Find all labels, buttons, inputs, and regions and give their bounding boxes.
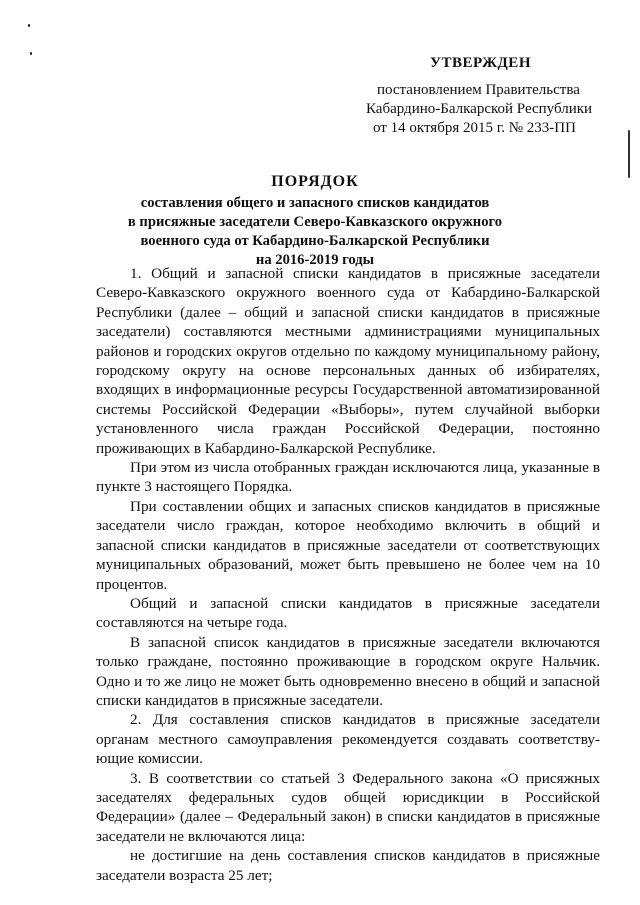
paragraph: 1. Общий и запасной списки кандидатов в присяжные заседатели Северо-Кавказского окружного военного суда от Кабардино-Балкарской Республики (далее – общий и запасной списки кандидатов в присяжные заседатели) составляются местными администрациями муниципальных районов и городских округов отдельно по каждому муниципальному району, городскому округу на основе персональных данных об избирателях, входящих в информационные ресурсы Государственной автоматизированной системы Российской Федерации «Выборы», путем случайной выборки установленного числа граждан Российской Федерации, постоянно проживающих в Кабардино-Балкарской Республике. (96, 265, 600, 457)
paragraph: не достигшие на день составления списков кандидатов в присяжные заседатели возраста 25 лет; (96, 847, 600, 884)
document-title (95, 172, 535, 270)
approval-line: Кабардино-Балкарской Республики (366, 101, 593, 117)
document-body (96, 264, 600, 885)
paragraph: При этом из числа отобранных граждан исключаются лица, указанные в пункте 3 настоящего Порядка. (96, 459, 600, 496)
paragraph: В запасной список кандидатов в присяжные заседатели включаются только граждане, постоянно проживающие в городском округе Нальчик. Одно и то же лицо не может быть одновременно внесено в общий и запасной списки кандидатов в присяжные заседатели. (96, 633, 600, 709)
title-line: на 2016-2019 годы (255, 252, 375, 268)
title-line: в присяжные заседатели Северо-Кавказского окружного (127, 214, 503, 230)
paragraph: 2. Для составления списков кандидатов в присяжные заседатели органам местного самоуправления рекомендуется создавать соответству-ющие комиссии. (96, 711, 600, 768)
scan-edge-mark (628, 130, 630, 178)
title-line: военного суда от Кабардино-Балкарской Республики (140, 233, 490, 249)
scan-speck (28, 24, 30, 27)
paragraph: 3. В соответствии со статьей 3 Федерального закона «О присяжных заседателях федеральных судов общей юрисдикции в Российской Федерации» (далее – Федеральный закон) в списки кандидатов в присяжные заседатели не включаются лица: (96, 769, 600, 845)
approval-line: постановлением Правительства (377, 82, 580, 98)
approval-heading: УТВЕРЖДЕН (430, 55, 531, 71)
paragraph: Общий и запасной списки кандидатов в присяжные заседатели составляются на четыре года. (96, 594, 600, 632)
title-main: ПОРЯДОК (271, 173, 359, 190)
title-line: составления общего и запасного списков кандидатов (140, 195, 490, 211)
scan-speck (30, 52, 32, 55)
paragraph: При составлении общих и запасных списков кандидатов в присяжные заседатели число граждан, которое необходимо включить в общий и запасной списки кандидатов в присяжные заседатели от соответствующих муниципальных образований, может быть превышено не более чем на 10 процентов. (96, 497, 600, 593)
approval-line: от 14 октября 2015 г. № 233-ПП (373, 120, 576, 136)
approval-stamp (360, 54, 620, 138)
